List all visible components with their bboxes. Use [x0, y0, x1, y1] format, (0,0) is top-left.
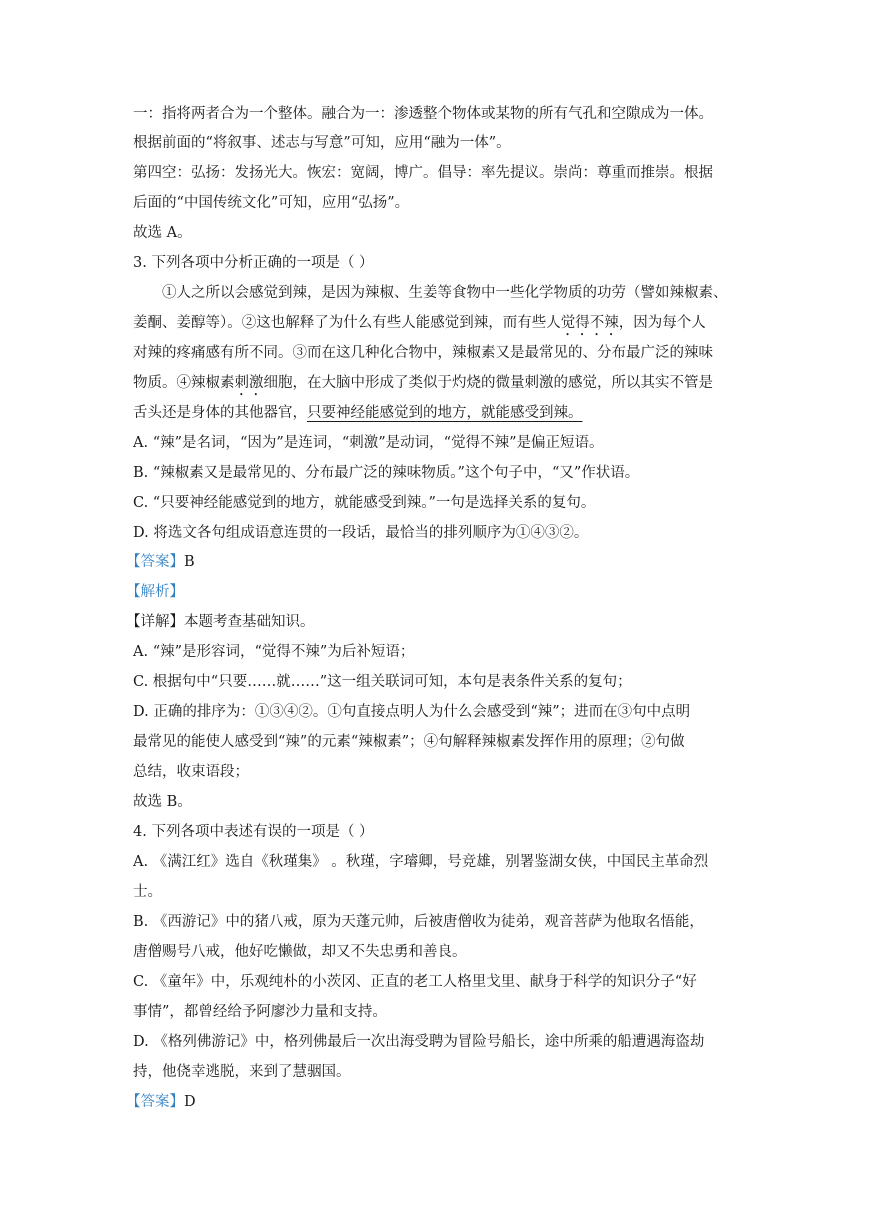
option-a-cont: 士。	[133, 884, 162, 900]
underlined-sentence: 只要神经能感觉到的地方，就能感受到辣。	[307, 405, 583, 421]
option-b: B. 《西游记》中的猪八戒，原为天蓬元帅，后被唐僧收为徒弟，观音菩萨为他取名悟能，	[133, 914, 704, 930]
analysis-tag: 【解析】	[126, 584, 184, 600]
passage-line	[133, 403, 583, 423]
passage-line	[133, 313, 706, 339]
passage-text: 细胞，在大脑中形成了类似于灼烧的微量刺激的感觉，所以其实不管是	[263, 375, 713, 391]
detail-text: 本题考查基础知识。	[184, 614, 315, 630]
passage-line	[133, 373, 713, 399]
text-line: 根据前面的“将叙事、述志与写意”可知，应用“融为一体”。	[133, 135, 511, 151]
option-b: B. “辣椒素又是最常见的、分布最广泛的辣味物质。”这个句子中，“又”作状语。	[133, 465, 640, 481]
answer-line	[126, 552, 195, 572]
option-d: D. 《格列佛游记》中，格列佛最后一次出海受聘为冒险号船长，途中所乘的船遭遇海盗劫	[133, 1034, 705, 1050]
detail-line	[126, 612, 315, 632]
explanation-line: 故选 B。	[133, 794, 192, 810]
answer-tag: 【答案】	[126, 554, 184, 570]
answer-line	[126, 1092, 196, 1112]
question-4-title: 4. 下列各项中表述有误的一项是（ ）	[133, 824, 374, 840]
passage-text: 姜酮、姜醇等）。②这也解释了为什么有些人能感觉到辣，而有些人	[133, 315, 561, 331]
passage-line: ①人之所以会感觉到辣，是因为辣椒、生姜等食物中一些化学物质的功劳（譬如辣椒素、	[162, 285, 728, 301]
detail-tag: 【详解】	[126, 614, 184, 630]
explanation-line: D. 正确的排序为：①③④②。①句直接点明人为什么会感受到“辣”；进而在③句中点明	[133, 704, 691, 720]
question-3-title: 3. 下列各项中分析正确的一项是（ ）	[133, 255, 374, 271]
text-line: 后面的“中国传统文化”可知，应用“弘扬”。	[133, 195, 410, 211]
answer-tag: 【答案】	[126, 1094, 184, 1110]
text-line: 第四空：弘扬：发扬光大。恢宏：宽阔，博广。倡导：率先提议。崇尚：尊重而推崇。根据	[133, 165, 713, 181]
dotted-phrase: 刺激	[234, 375, 264, 391]
dotted-phrase: 觉得不辣	[560, 315, 619, 331]
option-c: C. 《童年》中，乐观纯朴的小茨冈、正直的老工人格里戈里、献身于科学的知识分子“好	[133, 974, 697, 990]
answer-value: B	[184, 554, 195, 570]
option-a: A. 《满江红》选自《秋瑾集》 。秋瑾，字璿卿，号竞雄，别署鉴湖女侠，中国民主革命烈	[133, 854, 709, 870]
option-a: A. “辣”是名词，“因为”是连词，“刺激”是动词，“觉得不辣”是偏正短语。	[133, 435, 604, 451]
explanation-line: C. 根据句中“只要……就……”这一组关联词可知，本句是表条件关系的复句；	[133, 674, 632, 690]
passage-text: 舌头还是身体的其他器官，	[133, 405, 307, 421]
option-b-cont: 唐僧赐号八戒，他好吃懒做，却又不失忠勇和善良。	[133, 944, 467, 960]
text-line: 故选 A。	[133, 225, 192, 241]
option-c-cont: 事情”，都曾经给予阿廖沙力量和支持。	[133, 1004, 387, 1020]
answer-value: D	[184, 1094, 196, 1110]
option-d-cont: 持，他侥幸逃脱，来到了慧骃国。	[133, 1064, 351, 1080]
explanation-line: 最常见的能使人感受到“辣”的元素“辣椒素”；④句解释辣椒素发挥作用的原理；②句做	[133, 734, 685, 750]
explanation-line: 总结，收束语段；	[133, 764, 249, 780]
explanation-line: A. “辣”是形容词，“觉得不辣”为后补短语；	[133, 644, 415, 660]
option-c: C. “只要神经能感觉到的地方，就能感受到辣。”一句是选择关系的复句。	[133, 495, 596, 511]
text-line: 一：指将两者合为一个整体。融合为一：渗透整个物体或某物的所有气孔和空隙成为一体。	[133, 106, 713, 122]
passage-text: ，因为每个人	[618, 315, 706, 331]
option-d: D. 将选文各句组成语意连贯的一段话，最恰当的排列顺序为①④③②。	[133, 525, 589, 541]
passage-text: 物质。④辣椒素	[133, 375, 235, 391]
passage-line: 对辣的疼痛感有所不同。③而在这几种化合物中，辣椒素又是最常见的、分布最广泛的辣味	[133, 345, 713, 361]
